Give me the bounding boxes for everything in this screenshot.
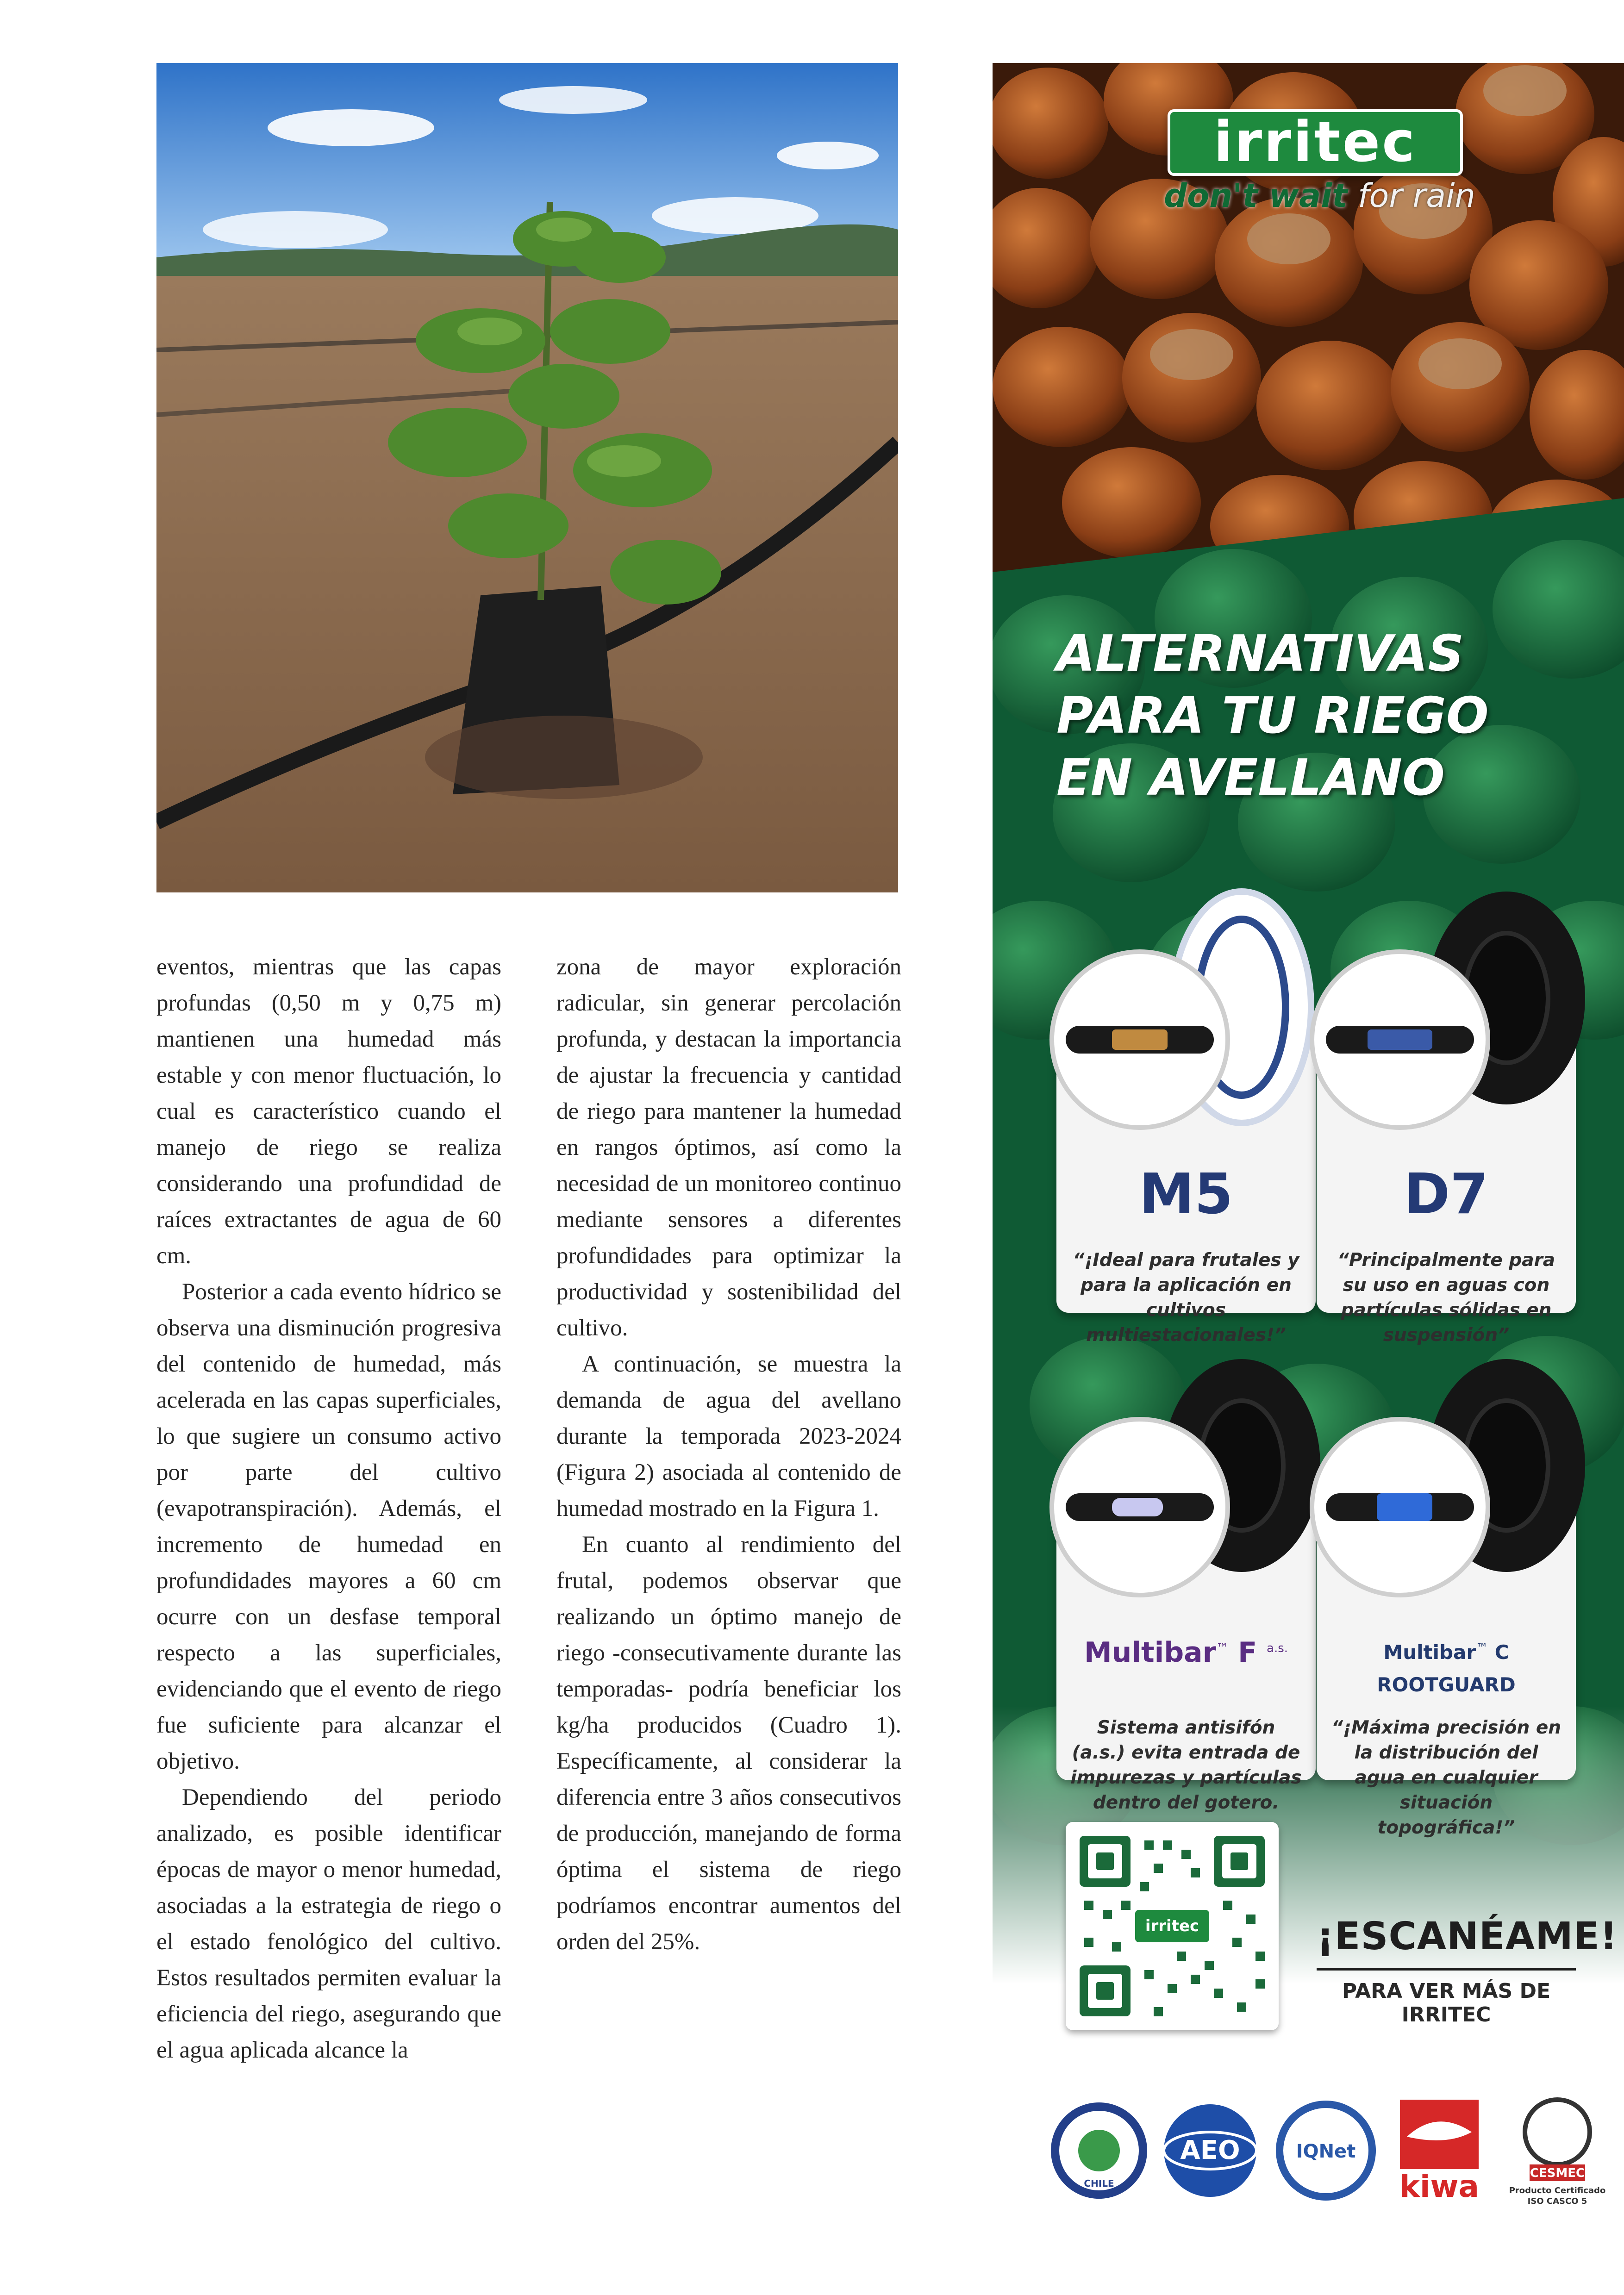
article-column-1 [156, 949, 501, 2068]
paragraph: Posterior a cada evento hídrico se observa una disminución progresiva del contenido de humedad, más acelerada en las capas superficiales, lo que sugiere un consumo activo por parte del cultivo (evapotranspiración). Además, el incremento de humedad en profundidades mayores a 60 cm ocurre con un desfase temporal respecto a las superficiales, evidenciando que el evento de riego fue suficiente para alcanzar el objetivo. [156, 1279, 501, 1774]
trademark: ™ [1216, 1641, 1229, 1655]
divider [1317, 1968, 1576, 1971]
cert-iqnet: IQNet [1296, 2141, 1356, 2162]
headline-line: PARA TU RIEGO [1056, 687, 1489, 745]
headline-line: EN AVELLANO [1056, 749, 1445, 807]
scan-title: ¡ESCANÉAME! [1317, 1915, 1618, 1958]
hazelnut-seedling-photo [156, 63, 898, 892]
tagline [1164, 177, 1488, 215]
scan-subtitle: PARA VER MÁS DE IRRITEC [1342, 1979, 1551, 2027]
cert-chile: CHILE [1084, 2178, 1114, 2189]
logo-text: irritec [1213, 110, 1417, 175]
certification-logos [1048, 2081, 1622, 2220]
cert-aeo: AEO [1180, 2135, 1240, 2165]
multibar-c-illustration [1307, 1354, 1585, 1614]
product-brand-suffix: C ROOTGUARD [1377, 1641, 1516, 1696]
cert-cesmec-sub1: Producto Certificado [1509, 2186, 1606, 2195]
product-brand-suffix: F [1238, 1636, 1257, 1669]
irritec-logo [1168, 109, 1463, 176]
paragraph: eventos, mientras que las capas profundas (0,50 m y 0,75 m) mantienen una humedad más estable y con menor fluctuación, lo cual es característico cuando el manejo de riego se realiza considerando una profundidad de raíces extractantes de agua de 60 cm. [156, 954, 501, 1269]
paragraph: En cuanto al rendimiento del frutal, podemos observar que realizando un óptimo manejo de riego -consecutivamente durante las temporadas- podría beneficiar los kg/ha producidos (Cuadro 1). Específicamente, al considerar la diferencia entre 3 años consecutivos de producción, manejando de forma óptima el sistema de riego podríamos encontrar aumentos del orden del 25%. [556, 1532, 901, 1955]
qr-code[interactable] [1066, 1822, 1279, 2030]
paragraph: Dependiendo del periodo analizado, es posible identificar épocas de mayor o menor humedad, asociadas a la estrategia de riego o el estado fenológico del cultivo. Estos resultados permiten evaluar la eficiencia del riego, asegurando que el agua aplicada alcance la [156, 1784, 501, 2063]
product-quote: “¡Máxima precisión en la distribución del agua en cualquier situación topográfica!” [1331, 1717, 1562, 1838]
qr-logo: irritec [1145, 1917, 1199, 1935]
chile-irrigation-association-icon [1055, 2107, 1143, 2195]
product-quote: “Principalmente para su uso en aguas con partículas sólidas en suspensión” [1337, 1250, 1555, 1346]
paragraph: A continuación, se muestra la demanda de agua del avellano durante la temporada 2023-2024 (Figura 2) asociada al contenido de humedad mostrado en la Figura 1. [556, 1351, 901, 1522]
trademark: ™ [1476, 1641, 1488, 1655]
product-brand [1317, 1632, 1576, 1701]
d7-dripline-illustration [1307, 887, 1585, 1146]
cert-cesmec: CESMEC [1530, 2166, 1585, 2180]
product-brand: D7 [1404, 1162, 1489, 1227]
qr-code-image [1066, 1822, 1279, 2030]
product-card-multibar-c-rootguard [1317, 1484, 1576, 1838]
product-brand-mark: a.s. [1267, 1641, 1288, 1655]
tagline-light: for rain [1347, 177, 1475, 215]
cesmec-icon [1509, 2100, 1606, 2206]
cert-cesmec-sub2: ISO CASCO 5 [1527, 2196, 1587, 2206]
seedling-photo-image [156, 63, 898, 892]
product-brand: M5 [1139, 1162, 1233, 1227]
iqnet-icon [1280, 2104, 1372, 2197]
product-quote: Sistema antisifón (a.s.) evita entrada de impurezas y partículas dentro del gotero. [1070, 1717, 1302, 1813]
product-card-d7 [1317, 1017, 1576, 1346]
irritec-advertisement [993, 63, 1624, 2234]
kiwa-icon [1399, 2100, 1479, 2204]
product-quote: “¡Ideal para frutales y para la aplicación en cultivos multiestacionales!” [1073, 1250, 1299, 1346]
product-brand [1056, 1632, 1316, 1669]
m5-dripline-illustration [1047, 887, 1325, 1146]
paragraph: zona de mayor exploración radicular, sin generar percolación profunda, y destacan la importancia de ajustar la frecuencia y cantidad de riego para mantener la humedad en rangos óptimos, así como la necesidad de un monitoreo continuo mediante sensores a diferentes profundidades para optimizar la productividad y sostenibilidad del cultivo. [556, 954, 901, 1341]
product-card-multibar-f [1056, 1484, 1316, 1813]
cert-kiwa: kiwa [1399, 2169, 1480, 2204]
product-card-m5 [1056, 1017, 1316, 1346]
headline-line: ALTERNATIVAS [1056, 625, 1464, 683]
aeo-icon [1164, 2104, 1256, 2197]
product-brand-name: Multibar [1084, 1636, 1217, 1669]
tagline-bold: don't wait [1164, 177, 1348, 215]
ad-headline [1056, 623, 1589, 809]
article-column-2 [556, 949, 901, 1960]
product-brand-name: Multibar [1383, 1641, 1476, 1664]
multibar-f-illustration [1047, 1354, 1325, 1614]
